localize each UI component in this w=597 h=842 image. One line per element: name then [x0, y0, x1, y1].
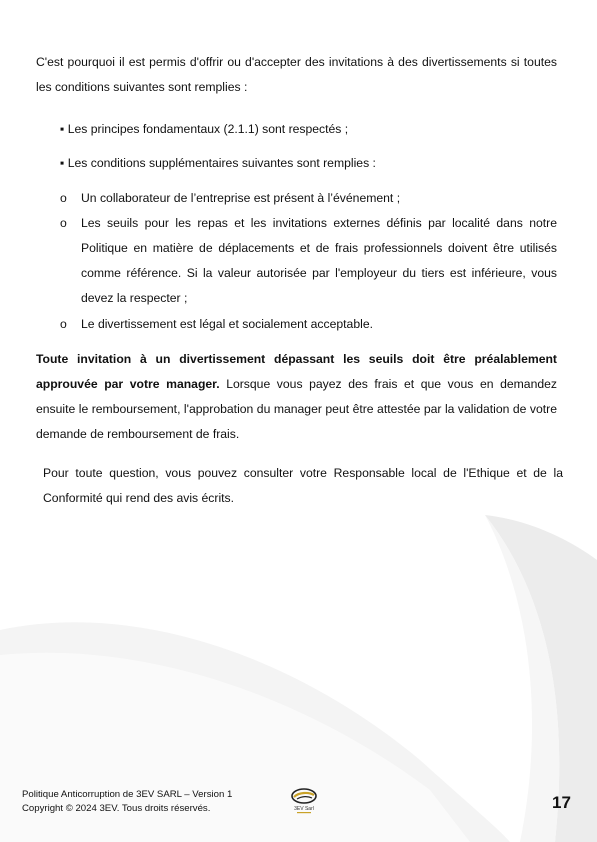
svg-text:3EV Sarl: 3EV Sarl: [294, 806, 314, 812]
sub-item-text: Un collaborateur de l’entreprise est présent à l’événement ;: [81, 191, 401, 205]
sub-item-thresholds: [60, 211, 557, 311]
page-number: 17: [552, 793, 571, 812]
approval-paragraph: [36, 347, 557, 447]
bullet-conditions: ▪ Les conditions supplémentaires suivantes sont remplies :: [60, 156, 376, 170]
footer: [22, 788, 232, 816]
footer-copyright: Copyright © 2024 3EV. Tous droits réservés.: [22, 803, 211, 814]
sub-item-marker: o: [60, 317, 67, 331]
approval-bold-text: Toute invitation à un divertissement dépassant les seuils doit être préalablement approuvée par votre manager.: [36, 352, 557, 391]
company-logo: [289, 786, 319, 816]
sub-item-collaborator: [60, 186, 557, 211]
sub-item-legal: [60, 312, 557, 337]
footer-title: Politique Anticorruption de 3EV SARL – Version 1: [22, 789, 233, 800]
approval-normal-text: Lorsque vous payez des frais et que vous en demandez ensuite le remboursement, l'approbation du manager peut être attestée par la validation de votre demande de remboursement de frais.: [36, 377, 557, 441]
sub-item-marker: o: [60, 216, 67, 230]
bullet-principles: ▪ Les principes fondamentaux (2.1.1) sont respectés ;: [60, 122, 349, 136]
intro-paragraph: C'est pourquoi il est permis d'offrir ou d'accepter des invitations à des divertissements si toutes les conditions suivantes sont remplies :: [36, 55, 557, 94]
sub-item-text: Le divertissement est légal et socialement acceptable.: [81, 317, 373, 331]
sub-item-text: Les seuils pour les repas et les invitations externes définis par localité dans notre Politique en matière de déplacements et de frais professionnels doivent être utilisés comme référence. Si la valeur autorisée par l'employeur du tiers est inférieure, vous devez la respecter ;: [81, 216, 557, 305]
question-paragraph: Pour toute question, vous pouvez consulter votre Responsable local de l'Ethique et de la Conformité qui rend des avis écrits.: [43, 466, 563, 505]
sub-item-marker: o: [60, 191, 67, 205]
